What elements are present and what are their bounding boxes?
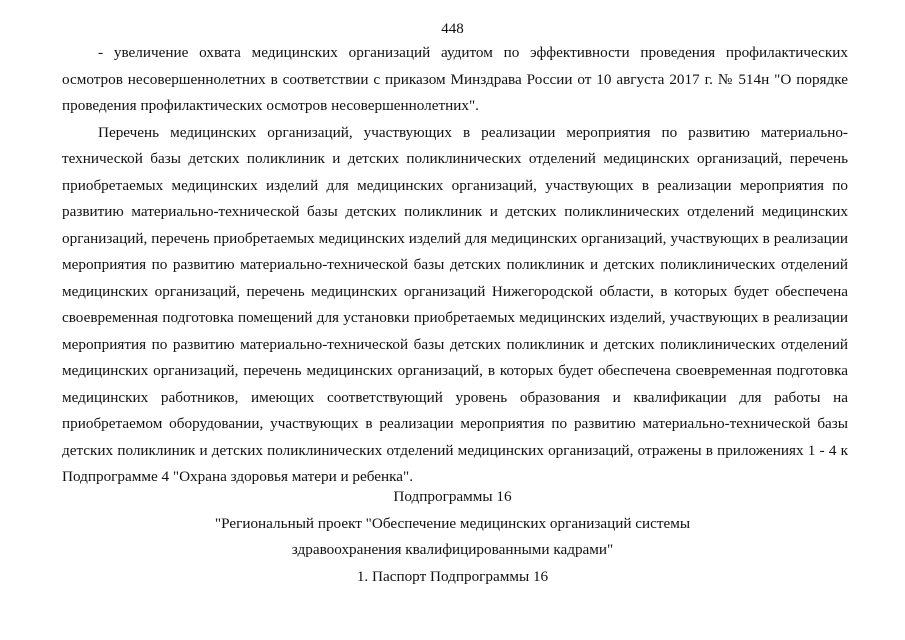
paragraph-audit-coverage: - увеличение охвата медицинских организаций аудитом по эффективности проведения профилактических осмотров несовершеннолетних в соответствии с приказом Минздрава России от 10 августа 2017 г. № 514н "О порядке проведения профилактических осмотров несовершеннолетних". bbox=[62, 44, 848, 114]
paragraph-organizations-list: Перечень медицинских организаций, участвующих в реализации мероприятия по развитию материально-технической базы детских поликлиник и детских поликлинических отделений медицинских организаций, перечень приобретаемых медицинских изделий для медицинских организаций, участвующих в реализации мероприятия по развитию материально-технической базы детских поликлиник и детских поликлинических отделений медицинских организаций, перечень приобретаемых медицинских изделий для медицинских организаций, участвующих в реализации мероприятия по развитию материально-технической базы детских поликлиник и детских поликлинических отделений медицинских организаций, перечень медицинских организаций Нижегородской области, в которых будет обеспечена своевременная подготовка помещений для установки приобретаемых медицинских изделий, участвующих в реализации мероприятия по развитию материально-технической базы детских поликлиник и детских поликлинических отделений медицинских организаций, перечень медицинских организаций, в которых будет обеспечена своевременная подготовка медицинских работников, имеющих соответствующий уровень образования и квалификации для работы на приобретаемом оборудовании, участвующих в реализации мероприятия по развитию материально-технической базы детских поликлиник и детских поликлинических отделений медицинских организаций, отражены в приложениях 1 - 4 к Подпрограмме 4 "Охрана здоровья матери и ребенка". bbox=[62, 123, 848, 485]
subprogram-heading-block bbox=[0, 484, 905, 590]
subprogram-title: Подпрограммы 16 bbox=[393, 488, 512, 505]
project-title-line-2: здравоохранения квалифицированными кадрами" bbox=[291, 541, 614, 558]
body-text bbox=[62, 40, 848, 491]
passport-heading: 1. Паспорт Подпрограммы 16 bbox=[356, 567, 549, 585]
page-number: 448 bbox=[441, 21, 464, 37]
project-title-line-1: "Региональный проект "Обеспечение медицинских организаций системы bbox=[214, 514, 691, 532]
